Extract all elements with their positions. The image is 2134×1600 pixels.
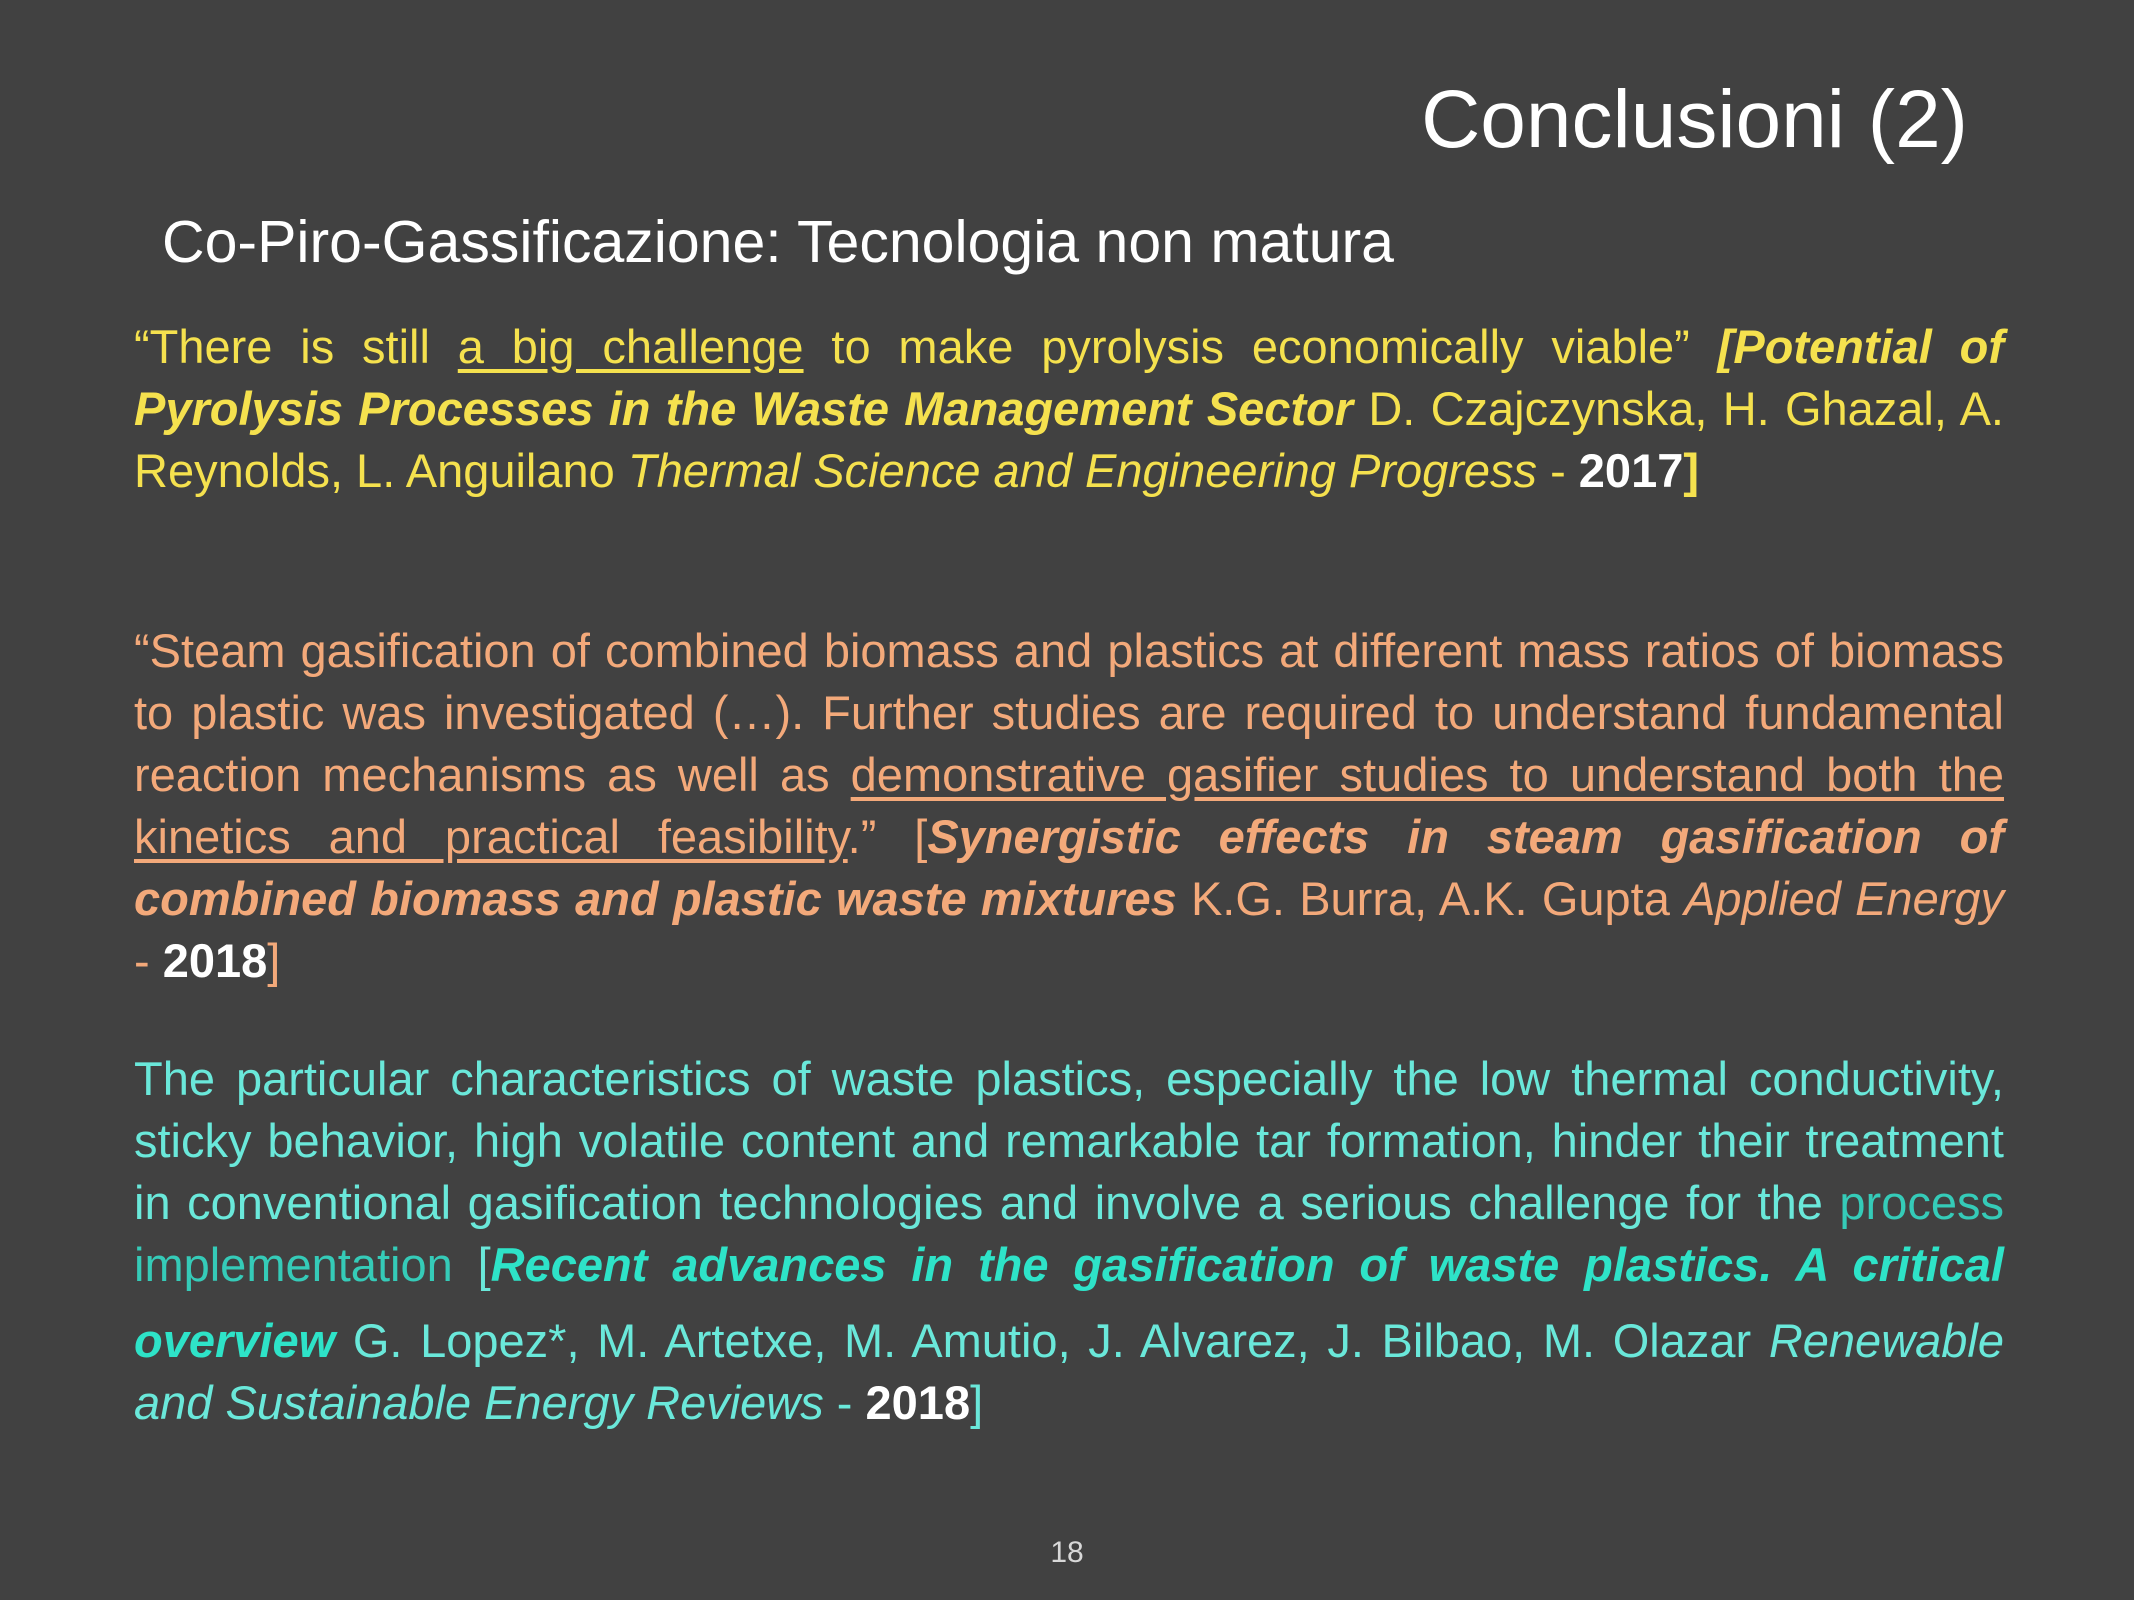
reference-journal: Applied Energy — [1684, 872, 2005, 925]
quote-underlined-text: a big challenge — [457, 320, 804, 373]
reference-authors: K.G. Burra, A.K. Gupta — [1176, 872, 1685, 925]
quote-waste-plastics — [134, 1048, 2004, 1434]
reference-title: Recent advances in the gasification of waste plastics. A critical overview — [134, 1238, 2004, 1367]
reference-year: 2018 — [865, 1376, 971, 1429]
quote-text: “Steam gasification of combined biomass and plastics at different mass ratios of biomass to plastic was investigated (…). Further studies are required to understand fundamental reaction mechanisms as well as — [134, 624, 2004, 801]
reference-year: 2018 — [162, 934, 268, 987]
reference-authors: D. Czajczynska, H. Ghazal, A. Reynolds, L. Anguilano — [134, 382, 2004, 497]
reference-title: Synergistic effects in steam gasification of combined biomass and plastic waste mixtures — [134, 810, 2005, 925]
reference-close-bracket: ] — [970, 1376, 984, 1429]
reference-journal: Renewable and Sustainable Energy Reviews — [134, 1314, 2004, 1429]
quote-text: The particular characteristics of waste plastics, especially the low thermal conductivity, sticky behavior, high volatile content and remarkable tar formation, hinder their treatment in conventional gasification technologies and involve a serious challenge for the — [134, 1052, 2004, 1229]
quote-underlined-text: demonstrative gasifier studies to understand both the kinetics and practical feasibility — [134, 748, 2004, 863]
reference-year: 2017 — [1578, 444, 1684, 497]
reference-close-bracket: ] — [1683, 444, 1700, 497]
page-number: 18 — [1050, 1536, 1084, 1569]
quote-text: .” [ — [847, 810, 928, 863]
quote-steam-gasification — [134, 620, 2004, 992]
slide-subtitle: Co-Piro-Gassificazione: Tecnologia non matura — [162, 209, 1394, 275]
quote-text: [ — [452, 1238, 491, 1291]
quote-text: to make pyrolysis economically viable” — [803, 320, 1718, 373]
reference-authors: G. Lopez*, M. Artetxe, M. Amutio, J. Alvarez, J. Bilbao, M. Olazar — [335, 1314, 1769, 1367]
reference-dash: - — [1537, 444, 1579, 497]
quote-pyrolysis — [134, 316, 2004, 502]
quote-highlighted-text: process implementation — [134, 1176, 2004, 1291]
quote-text: “There is still — [134, 320, 458, 373]
reference-dash: - — [823, 1376, 866, 1429]
reference-journal: Thermal Science and Engineering Progress — [627, 444, 1538, 497]
reference-dash: - — [134, 934, 163, 987]
reference-close-bracket: ] — [267, 934, 281, 987]
slide-title: Conclusioni (2) — [1421, 74, 1968, 165]
reference-title: [Potential of Pyrolysis Processes in the Waste Management Sector — [134, 320, 2004, 435]
